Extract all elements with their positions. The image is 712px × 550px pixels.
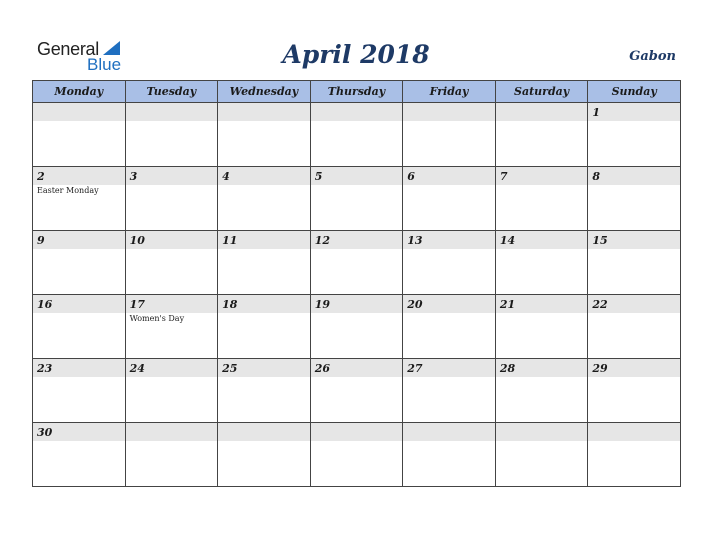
day-number-bar bbox=[126, 167, 218, 185]
day-number: 18 bbox=[222, 298, 238, 311]
day-cell bbox=[33, 167, 126, 231]
day-cell bbox=[125, 295, 218, 359]
weekday-header: Monday bbox=[33, 81, 126, 103]
day-cell bbox=[495, 295, 588, 359]
day-cell bbox=[310, 103, 403, 167]
day-number: 2 bbox=[37, 170, 45, 183]
day-number: 20 bbox=[407, 298, 423, 311]
day-number: 3 bbox=[129, 170, 138, 183]
day-cell bbox=[125, 167, 218, 231]
day-cell bbox=[33, 359, 126, 423]
holiday-label: Easter Monday bbox=[37, 186, 99, 195]
weekday-header: Tuesday bbox=[125, 81, 218, 103]
day-cell bbox=[125, 359, 218, 423]
day-number-bar bbox=[588, 167, 680, 185]
day-number-bar bbox=[33, 167, 125, 185]
day-cell bbox=[125, 103, 218, 167]
day-cell bbox=[588, 295, 681, 359]
day-number: 12 bbox=[314, 234, 330, 247]
day-cell bbox=[588, 167, 681, 231]
holiday-label: Women's Day bbox=[129, 314, 185, 323]
day-cell bbox=[33, 295, 126, 359]
day-number-bar bbox=[311, 167, 403, 185]
day-cell bbox=[495, 103, 588, 167]
day-number-bar bbox=[126, 103, 218, 121]
day-cell bbox=[125, 423, 218, 487]
day-cell bbox=[495, 359, 588, 423]
week-row bbox=[33, 423, 681, 487]
day-number-bar bbox=[311, 423, 403, 441]
day-cell bbox=[495, 423, 588, 487]
day-number: 22 bbox=[592, 298, 608, 311]
day-number: 27 bbox=[407, 362, 423, 375]
day-number-bar bbox=[496, 167, 588, 185]
day-cell bbox=[310, 295, 403, 359]
day-cell bbox=[33, 423, 126, 487]
day-number-bar bbox=[588, 423, 680, 441]
day-cell bbox=[403, 423, 496, 487]
day-cell bbox=[403, 295, 496, 359]
day-cell bbox=[310, 167, 403, 231]
weekday-header-row bbox=[33, 81, 681, 103]
day-number: 5 bbox=[314, 170, 323, 183]
day-number: 1 bbox=[592, 106, 601, 119]
day-cell bbox=[33, 231, 126, 295]
day-cell bbox=[218, 423, 311, 487]
logo-text-blue: Blue bbox=[87, 55, 122, 74]
logo-text-general: General bbox=[37, 39, 99, 59]
day-cell bbox=[310, 231, 403, 295]
day-number-bar bbox=[588, 103, 680, 121]
day-number-bar bbox=[218, 423, 310, 441]
week-row bbox=[33, 295, 681, 359]
day-cell bbox=[33, 103, 126, 167]
week-row bbox=[33, 167, 681, 231]
day-cell bbox=[495, 167, 588, 231]
day-cell bbox=[403, 103, 496, 167]
day-number-bar bbox=[311, 103, 403, 121]
day-cell bbox=[588, 359, 681, 423]
weekday-header: Sunday bbox=[588, 81, 681, 103]
day-number: 14 bbox=[499, 234, 516, 247]
day-number: 15 bbox=[592, 234, 608, 247]
day-number-bar bbox=[496, 103, 588, 121]
day-number: 16 bbox=[37, 298, 53, 311]
day-cell bbox=[310, 423, 403, 487]
day-cell bbox=[588, 231, 681, 295]
day-number-bar bbox=[403, 423, 495, 441]
week-row bbox=[33, 231, 681, 295]
day-number: 23 bbox=[37, 362, 53, 375]
day-cell bbox=[588, 103, 681, 167]
day-number: 30 bbox=[37, 426, 53, 439]
day-number: 7 bbox=[499, 170, 508, 183]
weekday-header: Saturday bbox=[495, 81, 588, 103]
country-label: Gabon bbox=[629, 49, 676, 64]
day-number: 6 bbox=[407, 170, 415, 183]
day-number: 4 bbox=[222, 170, 230, 183]
day-number-bar bbox=[218, 167, 310, 185]
day-number-bar bbox=[403, 103, 495, 121]
day-cell bbox=[218, 103, 311, 167]
page-title: April 2018 bbox=[282, 40, 430, 69]
day-number-bar bbox=[403, 167, 495, 185]
day-number-bar bbox=[33, 231, 125, 249]
day-number: 11 bbox=[222, 234, 238, 247]
day-cell bbox=[218, 295, 311, 359]
day-number-bar bbox=[496, 423, 588, 441]
week-row bbox=[33, 359, 681, 423]
day-cell bbox=[403, 359, 496, 423]
day-cell bbox=[588, 423, 681, 487]
weekday-header: Wednesday bbox=[218, 81, 311, 103]
week-row bbox=[33, 103, 681, 167]
day-number: 29 bbox=[592, 362, 608, 375]
day-cell bbox=[403, 167, 496, 231]
day-number: 13 bbox=[407, 234, 423, 247]
day-cell bbox=[403, 231, 496, 295]
weekday-header: Thursday bbox=[310, 81, 403, 103]
day-number: 28 bbox=[499, 362, 516, 375]
day-number: 24 bbox=[129, 362, 145, 375]
day-number: 25 bbox=[222, 362, 238, 375]
day-cell bbox=[495, 231, 588, 295]
day-number-bar bbox=[33, 103, 125, 121]
weekday-header: Friday bbox=[403, 81, 496, 103]
day-cell bbox=[310, 359, 403, 423]
day-number: 19 bbox=[314, 298, 330, 311]
day-number-bar bbox=[126, 423, 218, 441]
day-number-bar bbox=[218, 103, 310, 121]
day-number: 9 bbox=[37, 234, 45, 247]
day-cell bbox=[125, 231, 218, 295]
calendar-grid bbox=[32, 80, 681, 487]
day-cell bbox=[218, 167, 311, 231]
day-number: 10 bbox=[129, 234, 145, 247]
day-cell bbox=[218, 359, 311, 423]
day-number: 8 bbox=[592, 170, 601, 183]
day-number: 21 bbox=[499, 298, 516, 311]
day-cell bbox=[218, 231, 311, 295]
day-number: 26 bbox=[314, 362, 330, 375]
day-number: 17 bbox=[129, 298, 145, 311]
